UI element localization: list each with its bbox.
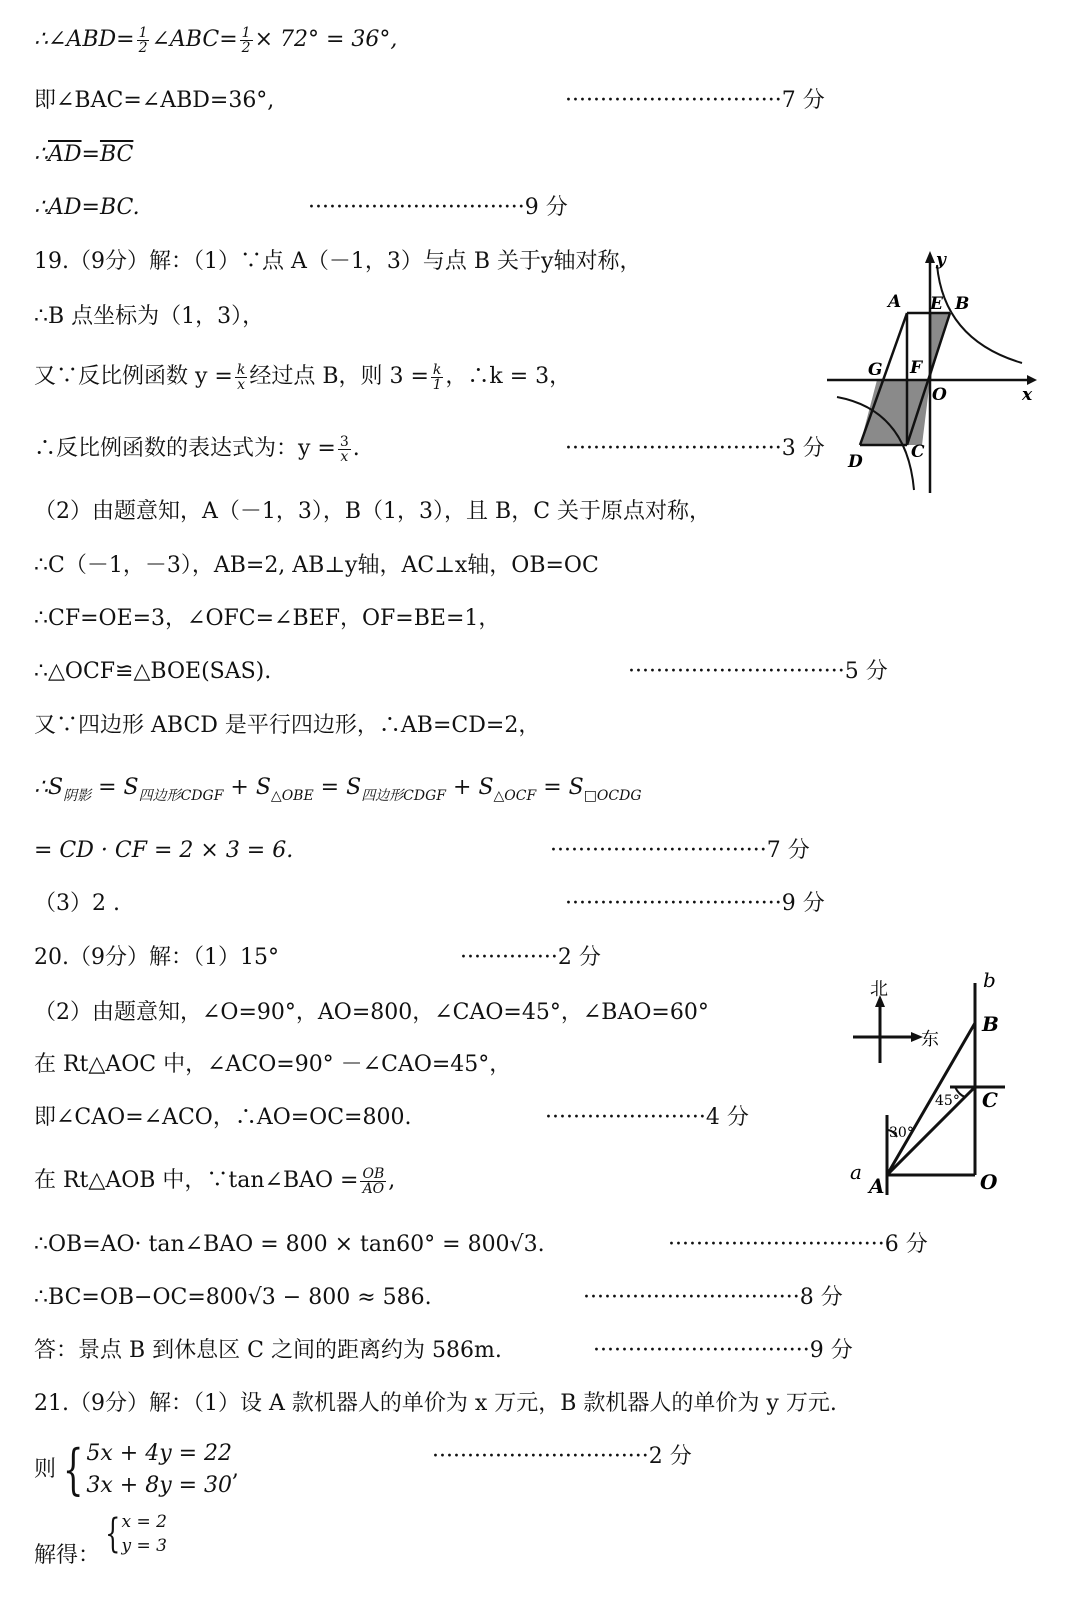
brace: { <box>105 1511 121 1557</box>
frac-num: 3 <box>339 433 349 450</box>
q19-congruent: ∴△OCF≌△BOE(SAS). <box>34 659 272 684</box>
arc-bc: $\overline{BC}$ <box>99 142 134 167</box>
q19-part2: （2）由题意知，A（－1，3），B（1，3），且 B，C 关于原点对称， <box>34 499 712 524</box>
q19-area-eq <box>34 773 642 811</box>
text: + S <box>223 775 271 800</box>
label-north: 北 <box>870 979 888 1000</box>
q20-ao-oc: 即∠CAO=∠ACO，∴AO=OC=800. <box>34 1105 412 1130</box>
frac-den: x <box>237 376 246 393</box>
label-o: O <box>932 385 947 405</box>
line-bac: 即∠BAC=∠ABD=36°, <box>34 88 275 113</box>
label-a: A <box>888 292 902 312</box>
q19-expression <box>34 434 360 464</box>
text: ∴S <box>34 775 64 800</box>
score-4: ·······················4 分 <box>545 1105 749 1130</box>
x-arrow <box>1027 375 1037 385</box>
q21-title: 21.（9分）解：（1）设 A 款机器人的单价为 x 万元，B 款机器人的单价为 y 万元. <box>34 1391 837 1416</box>
frac-num: OB <box>362 1165 385 1182</box>
label-b-line: b <box>983 968 996 992</box>
label-a-line: a <box>850 1160 862 1184</box>
q20-bc: ∴BC=OB−OC=800√3 − 800 ≈ 586. <box>34 1285 432 1310</box>
q20-answer: 答：景点 B 到休息区 C 之间的距离约为 586m. <box>34 1338 502 1363</box>
line-ad-bc: ∴AD=BC. <box>34 195 140 220</box>
arc-ad: $\overline{AD}$ <box>48 142 82 167</box>
q20-title: 20.（9分）解：（1）15° <box>34 945 279 970</box>
q19-cf: ∴CF=OE=3，∠OFC=∠BEF，OF=BE=1， <box>34 606 501 631</box>
text: , <box>232 1457 240 1482</box>
label-x: x <box>1022 385 1033 405</box>
text: × 72° = 36°, <box>254 27 398 52</box>
frac-den: x <box>340 448 349 465</box>
text: 又∵反比例函数 y = <box>34 364 233 389</box>
q19-c-coord: ∴C（－1，－3），AB=2, AB⊥y轴，AC⊥x轴，OB=OC <box>34 553 599 578</box>
q19-b-coord: ∴B 点坐标为（1，3）， <box>34 304 265 329</box>
fraction-half <box>240 26 253 55</box>
score-9-b: ·······························9 分 <box>565 891 825 916</box>
brace: { <box>62 1438 84 1501</box>
text: = S <box>313 775 362 800</box>
line-arcs <box>34 140 133 170</box>
score-8: ·······························8 分 <box>583 1285 843 1310</box>
q19-title: 19.（9分）解：（1）∵点 A（－1，3）与点 B 关于y轴对称， <box>34 249 642 274</box>
frac-num: 1 <box>138 24 148 41</box>
label-b: B <box>955 294 970 314</box>
subscript: 阴影 <box>63 788 92 804</box>
label-o-point: O <box>980 1170 998 1194</box>
text: 在 Rt△AOB 中，∵tan∠BAO = <box>34 1168 359 1193</box>
shaded-region-left2 <box>860 380 907 445</box>
figure-inverse-function <box>822 245 1052 495</box>
frac-num: k <box>236 361 246 378</box>
solution-1: x = 2 <box>121 1512 167 1532</box>
q20-ob: ∴OB=AO· tan∠BAO = 800 × tan60° = 800√3. <box>34 1232 545 1257</box>
solution-2: y = 3 <box>121 1536 167 1556</box>
text: ∠ABC= <box>151 27 238 52</box>
equation-1: 5x + 4y = 22 <box>86 1441 233 1466</box>
label-east: 东 <box>921 1029 939 1050</box>
frac-den: 2 <box>138 39 148 56</box>
fraction-k-x <box>235 363 247 392</box>
score-2-a: ··············2 分 <box>460 945 601 970</box>
frac-num: 1 <box>241 24 251 41</box>
score-9-c: ·······························9 分 <box>593 1338 853 1363</box>
label-c: C <box>911 442 925 462</box>
text: . <box>352 436 360 461</box>
text: ∴∠ABD= <box>34 27 135 52</box>
frac-den: 1 <box>432 376 442 393</box>
text: ，∴k = 3， <box>445 364 572 389</box>
text: = <box>81 142 100 167</box>
q19-area-result: = CD · CF = 2 × 3 = 6. <box>34 838 294 863</box>
score-2-b: ·······························2 分 <box>432 1444 692 1469</box>
label-f: F <box>910 358 923 378</box>
score-3: ·······························3 分 <box>565 436 825 461</box>
q20-given: （2）由题意知，∠O=90°，AO=800，∠CAO=45°，∠BAO=60° <box>34 1000 709 1025</box>
label-y: y <box>936 250 946 270</box>
equation-system <box>86 1438 232 1502</box>
fraction-3-x <box>338 435 351 464</box>
fraction-ob-ao <box>360 1167 386 1196</box>
subscript: 四边形CDGF <box>361 788 447 804</box>
text: = S <box>536 775 584 800</box>
text: 解得： <box>34 1543 101 1568</box>
subscript: △OBE <box>270 788 314 804</box>
text: , <box>388 1168 396 1193</box>
equation-2: 3x + 8y = 30 <box>86 1473 233 1498</box>
text: ∴反比例函数的表达式为：y = <box>34 436 336 461</box>
label-e: E <box>930 294 943 314</box>
score-6: ·······························6 分 <box>668 1232 928 1257</box>
q21-solution <box>34 1510 167 1571</box>
frac-den: AO <box>362 1180 385 1197</box>
fraction-k-1 <box>431 363 443 392</box>
q19-part3: （3）2 . <box>34 891 120 916</box>
label-a-point: A <box>869 1174 885 1198</box>
label-g: G <box>868 360 883 380</box>
q19-parallelogram: 又∵四边形 ABCD 是平行四边形，∴AB=CD=2， <box>34 713 541 738</box>
fraction-half <box>137 26 150 55</box>
label-b-point: B <box>982 1012 999 1036</box>
subscript: △OCF <box>493 788 537 804</box>
q21-system <box>34 1438 239 1502</box>
subscript: 四边形CDGF <box>138 788 224 804</box>
subscript: □OCDG <box>583 788 642 804</box>
score-9-a: ·······························9 分 <box>308 195 568 220</box>
frac-den: 2 <box>241 39 251 56</box>
score-7-b: ·······························7 分 <box>550 838 810 863</box>
q20-aco: 在 Rt△AOC 中，∠ACO=90° －∠CAO=45°， <box>34 1052 512 1077</box>
figure-scenic-map <box>845 965 1045 1205</box>
label-45: 45° <box>935 1093 960 1109</box>
q19-inverse <box>34 362 571 392</box>
q20-tan <box>34 1166 395 1196</box>
label-d: D <box>848 452 863 472</box>
text: 则 <box>34 1457 57 1482</box>
text: + S <box>446 775 494 800</box>
text: ∴ <box>34 142 48 167</box>
score-7-a: ·······························7 分 <box>565 88 825 113</box>
label-c-point: C <box>982 1088 998 1112</box>
y-arrow <box>925 251 935 263</box>
text: = S <box>91 775 139 800</box>
solution-system <box>121 1510 166 1558</box>
text: 经过点 B，则 3 = <box>249 364 429 389</box>
label-30: 30° <box>889 1125 914 1141</box>
line-abd <box>34 25 397 55</box>
frac-num: k <box>432 361 442 378</box>
score-5: ·······························5 分 <box>628 659 888 684</box>
